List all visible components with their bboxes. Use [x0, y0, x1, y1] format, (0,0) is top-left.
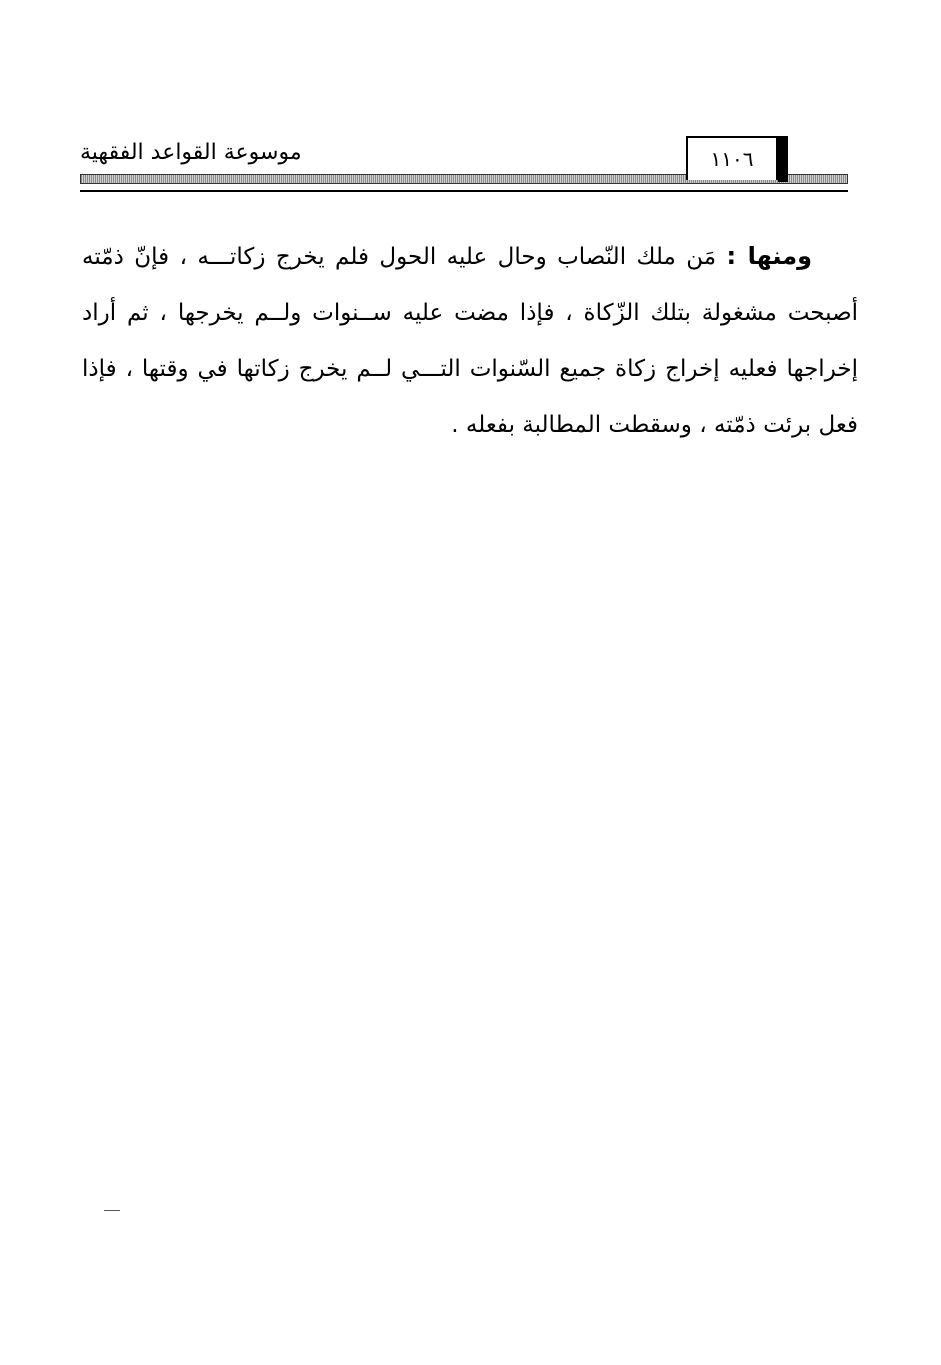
page-number: ١١٠٦: [710, 147, 754, 171]
body-paragraph: [82, 228, 858, 453]
running-header-title: موسوعة القواعد الفقهية: [80, 140, 302, 165]
paragraph-lead: ومنها :: [726, 242, 812, 270]
scan-mark: [104, 1210, 120, 1211]
page-number-box: [686, 136, 778, 180]
page-number-box-shadow: [778, 136, 788, 182]
paragraph-text: مَن ملك النّصاب وحال عليه الحول فلم يخرج زكاتـــه ، فإنّ ذمّته أصبحت مشغولة بتلك الزّكاة ، فإذا مضت عليه ســنوات ولــم يخرجها ، ثم أراد إخراجها فعليه إخراج زكاة جميع السّنوات التـــي لــم يخرج زكاتها في وقتها ، فإذا فعل برئت ذمّته ، وسقطت المطالبة بفعله .: [82, 244, 858, 438]
header-rule: [80, 190, 848, 192]
